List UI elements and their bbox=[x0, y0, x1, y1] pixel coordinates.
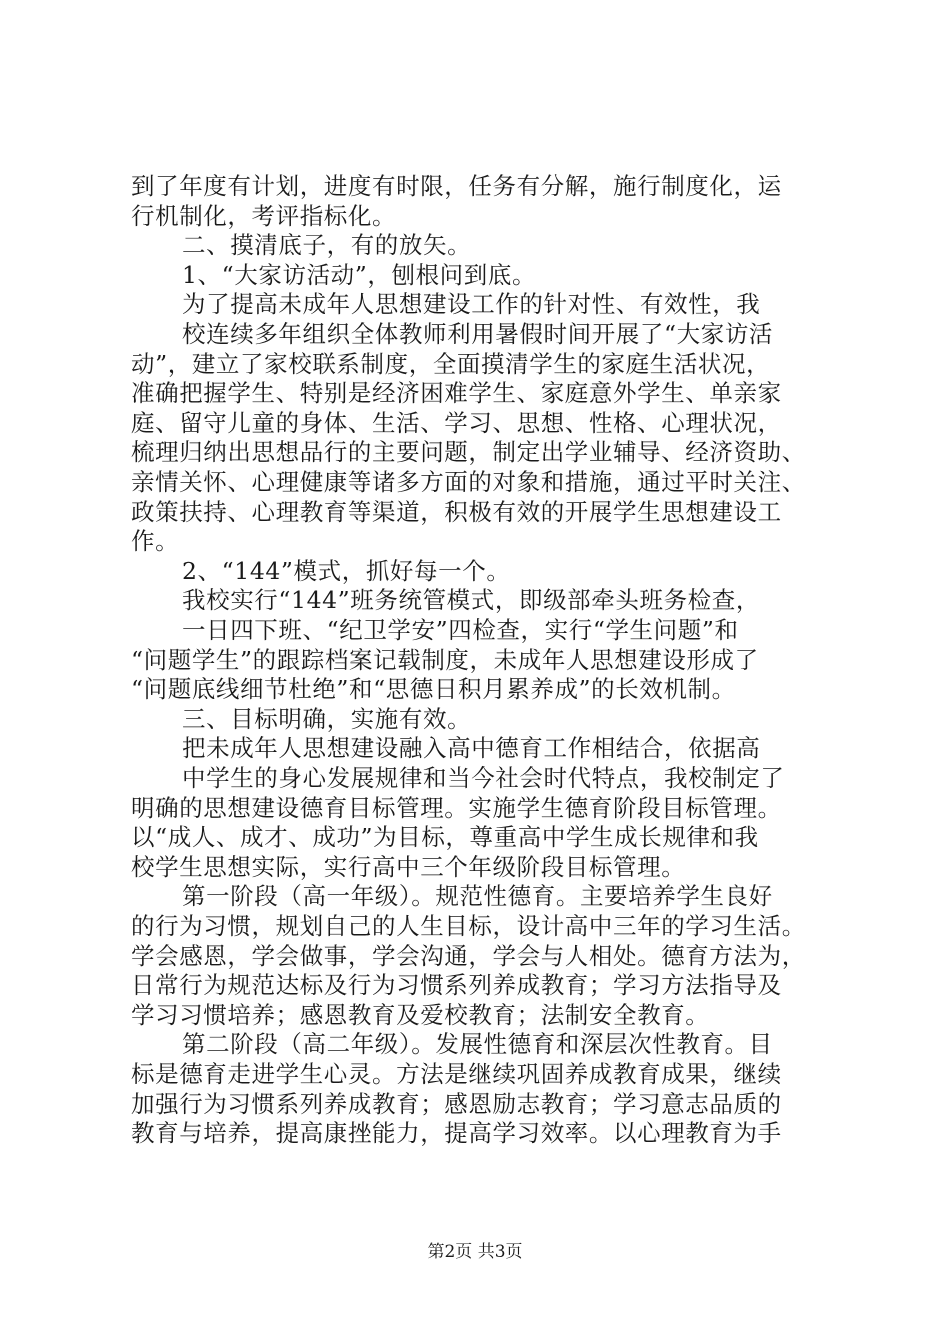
body-line: 准确把握学生、特别是经济困难学生、家庭意外学生、单亲家 bbox=[131, 379, 782, 408]
body-line: 学习习惯培养；感恩教育及爱校教育；法制安全教育。 bbox=[131, 1000, 710, 1029]
body-line: 日常行为规范达标及行为习惯系列养成教育；学习方法指导及 bbox=[131, 971, 782, 1000]
body-line: 教育与培养，提高康挫能力，提高学习效率。以心理教育为手 bbox=[131, 1119, 782, 1148]
body-line: 以“成人、成才、成功”为目标，尊重高中学生成长规律和我 bbox=[131, 823, 759, 852]
body-line: 学会感恩，学会做事，学会沟通，学会与人相处。德育方法为， bbox=[131, 941, 806, 970]
body-line: 标是德育走进学生心灵。方法是继续巩固养成教育成果，继续 bbox=[131, 1060, 782, 1088]
body-line: 校学生思想实际，实行高中三个年级阶段目标管理。 bbox=[131, 852, 686, 881]
section-heading: 三、目标明确，实施有效。 bbox=[182, 704, 472, 733]
body-line: 梳理归纳出思想品行的主要问题，制定出学业辅导、经济资助、 bbox=[131, 438, 806, 467]
page-number-footer: 第2页 共3页 bbox=[427, 1242, 523, 1262]
body-line: 行机制化，考评指标化。 bbox=[131, 201, 397, 230]
body-line: 动”，建立了家校联系制度，全面摸清学生的家庭生活状况， bbox=[131, 349, 771, 378]
section-heading: 二、摸清底子，有的放矢。 bbox=[182, 231, 472, 260]
body-line: 第二阶段（高二年级）。发展性德育和深层次性教育。目 bbox=[182, 1030, 773, 1059]
body-line: 的行为习惯，规划自己的人生目标，设计高中三年的学习生活。 bbox=[131, 912, 806, 940]
subsection-heading: 2、“144”模式，抓好每一个。 bbox=[182, 556, 511, 585]
subsection-heading: 1、“大家访活动”，刨根问到底。 bbox=[182, 260, 537, 289]
body-line: 亲情关怀、心理健康等诸多方面的对象和措施，通过平时关注、 bbox=[131, 468, 806, 496]
body-line: 一日四下班、“纪卫学安”四检查，实行“学生问题”和 bbox=[182, 616, 739, 644]
body-line: 为了提高未成年人思想建设工作的针对性、有效性，我 bbox=[182, 290, 761, 319]
body-line: 政策扶持、心理教育等渠道，积极有效的开展学生思想建设工 bbox=[131, 497, 782, 526]
body-line: 加强行为习惯系列养成教育；感恩励志教育；学习意志品质的 bbox=[131, 1089, 782, 1118]
body-line: 作。 bbox=[131, 527, 180, 556]
body-line: 校连续多年组织全体教师利用暑假时间开展了“大家访活 bbox=[182, 320, 774, 348]
body-line: 我校实行“144”班务统管模式，即级部牵头班务检查， bbox=[182, 586, 760, 615]
body-line: 把未成年人思想建设融入高中德育工作相结合，依据高 bbox=[182, 734, 761, 763]
body-line: “问题底线细节杜绝”和“思德日积月累养成”的长效机制。 bbox=[131, 675, 736, 704]
body-line: 第一阶段（高一年级）。规范性德育。主要培养学生良好 bbox=[182, 882, 773, 911]
body-line: “问题学生”的跟踪档案记载制度，未成年人思想建设形成了 bbox=[131, 645, 759, 674]
body-line: 庭、留守儿童的身体、生活、学习、思想、性格、心理状况， bbox=[131, 408, 782, 437]
body-line: 明确的思想建设德育目标管理。实施学生德育阶段目标管理。 bbox=[131, 793, 782, 822]
body-line: 中学生的身心发展规律和当今社会时代特点，我校制定了 bbox=[182, 764, 785, 792]
body-line: 到了年度有计划，进度有时限，任务有分解，施行制度化，运 bbox=[131, 172, 782, 200]
